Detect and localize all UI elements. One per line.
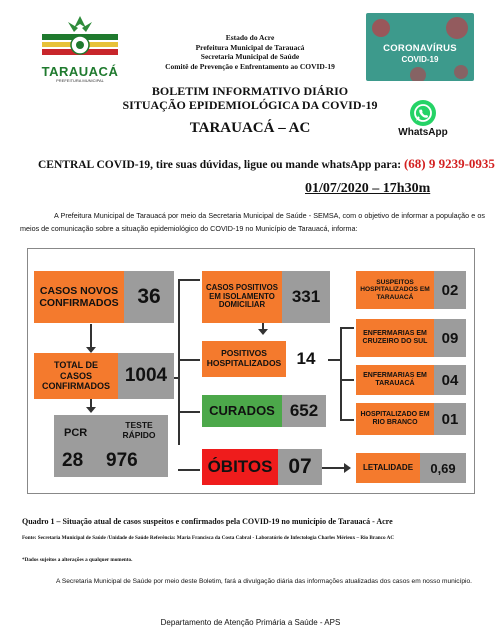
stat-rapido-label: TESTE RÁPIDO [122,420,156,440]
header-state: Estado do Acre [225,33,275,42]
stat-total-label: TOTAL DE CASOS CONFIRMADOS [34,353,118,399]
connector-line [178,359,200,361]
footer-department: Departamento de Atenção Primária a Saúde - APS [160,618,341,627]
bulletin-title-line2: SITUAÇÃO EPIDEMIOLÓGICA DA COVID-19 [122,97,378,112]
stat-hospitalizados-value: 14 [286,341,326,377]
whatsapp-label: WhatsApp [398,127,448,138]
stat-testes [54,415,168,477]
whatsapp-icon[interactable] [410,100,436,126]
municipality-logo [34,12,126,84]
stat-curados-value: 652 [282,395,326,427]
logo-name: TARAUACÁ [41,64,119,79]
header-prefeitura: Prefeitura Municipal de Tarauacá [195,42,305,52]
connector-line [173,377,180,379]
bulletin-title-line1: BOLETIM INFORMATIVO DIÁRIO [151,84,349,98]
stat-total-confirmados [34,353,174,399]
logo-emblem-icon [34,12,126,68]
stat-curados [202,395,326,427]
connector-line [340,419,354,421]
stat-enfermaria-cruzeiro [356,319,466,357]
stat-isolamento-label: CASOS POSITIVOS EM ISOLAMENTO DOMICILIAR [202,271,282,323]
virus-icon [410,67,426,81]
bulletin-title [100,85,400,112]
stat-pcr-value: 28 [62,450,84,471]
connector-line [90,324,92,349]
header-comite: Comitê de Prevenção e Enfrentamento ao COVID-19 [165,61,335,71]
source-note: Fonte: Secretaria Municipal de Saúde /Unidade de Saúde Referência: Maria Francisca da Costa Cabral - Laboratório de Infectologia Charles Mérieux – Rio Branco AC [22,535,395,541]
connector-line [328,359,340,361]
stat-hospitalizados [202,341,326,377]
header-secretaria: Secretaria Municipal de Saúde [200,52,300,62]
connector-line [178,279,180,445]
stat-enfermaria-tarauaca [356,365,466,395]
stat-hospitalizados-label: POSITIVOS HOSPITALIZADOS [202,341,286,377]
header-block [130,33,370,71]
table-caption: Quadro 1 – Situação atual de casos suspeitos e confirmados pela COVID-19 no município de Tarauacá - Acre [22,517,393,526]
logo-tagline: PREFEITURA MUNICIPAL [56,78,104,83]
arrow-down-icon [258,329,268,335]
stats-panel [27,248,475,494]
stat-isolamento-value: 331 [282,271,330,323]
connector-line [178,411,200,413]
central-phone[interactable]: (68) 9 9239-0935 [403,156,495,171]
stat-suspeitos-label: SUSPEITOS HOSPITALIZADOS EM TARAUACÁ [356,271,434,309]
stat-casos-novos [34,271,174,323]
connector-line [340,327,342,421]
stat-rio-branco-value: 01 [434,403,466,435]
stat-letalidade [356,453,466,483]
connector-line [340,327,354,329]
stat-rio-branco-label: HOSPITALIZADO EM RIO BRANCO [356,403,434,435]
stat-enf-tarauaca-label: ENFERMARIAS EM TARAUACÁ [356,365,434,395]
stat-curados-label: CURADOS [202,395,282,427]
connector-line [322,467,346,469]
stat-cruzeiro-label: ENFERMARIAS EM CRUZEIRO DO SUL [356,319,434,357]
stat-cruzeiro-value: 09 [434,319,466,357]
stat-suspeitos-value: 02 [434,271,466,309]
stat-enf-tarauaca-value: 04 [434,365,466,395]
stat-rapido-value: 976 [106,450,138,471]
connector-line [178,279,200,281]
stat-obitos-value: 07 [278,449,322,485]
banner-title: CORONAVÍRUS [383,43,457,54]
virus-icon [446,17,468,39]
stat-letalidade-value: 0,69 [420,453,466,483]
arrow-down-icon [86,407,96,413]
central-text: CENTRAL COVID-19, tire suas dúvidas, ligue ou mande whatsApp para: [38,159,404,171]
city-title: TARAUACÁ – AC [189,120,311,136]
stat-obitos [202,449,322,485]
stat-isolamento [202,271,330,323]
stat-rio-branco [356,403,466,435]
stat-casos-novos-value: 36 [124,271,174,323]
stat-total-value: 1004 [118,353,174,399]
intro-paragraph: A Prefeitura Municipal de Tarauacá por meio da Secretaria Municipal de Saúde - SEMSA, com o objetivo de informar a população e os meios de comunicação sobre a situação epidemiológico do COVID-19 no Município de Tarauacá, informa: [20,211,485,233]
coronavirus-banner [366,13,474,81]
stat-obitos-label: ÓBITOS [202,449,278,485]
stat-letalidade-label: LETALIDADE [356,453,420,483]
arrow-right-icon [344,463,351,473]
banner-subtitle: COVID-19 [401,55,439,64]
central-contact [38,156,495,172]
virus-icon [454,65,468,79]
closing-paragraph: A Secretaria Municipal de Saúde por meio deste Boletim, fará a divulgação diária das informações atualizadas dos casos em nosso município. [56,578,472,585]
connector-line [178,469,200,471]
stat-suspeitos [356,271,466,309]
disclaimer-note: *Dados sujeitos a alterações a qualquer momento. [22,557,133,563]
virus-icon [372,19,390,37]
stat-casos-novos-label: CASOS NOVOS CONFIRMADOS [34,271,124,323]
report-date: 01/07/2020 – 17h30m [305,181,431,196]
stat-pcr-label: PCR [64,427,88,439]
connector-line [340,379,354,381]
